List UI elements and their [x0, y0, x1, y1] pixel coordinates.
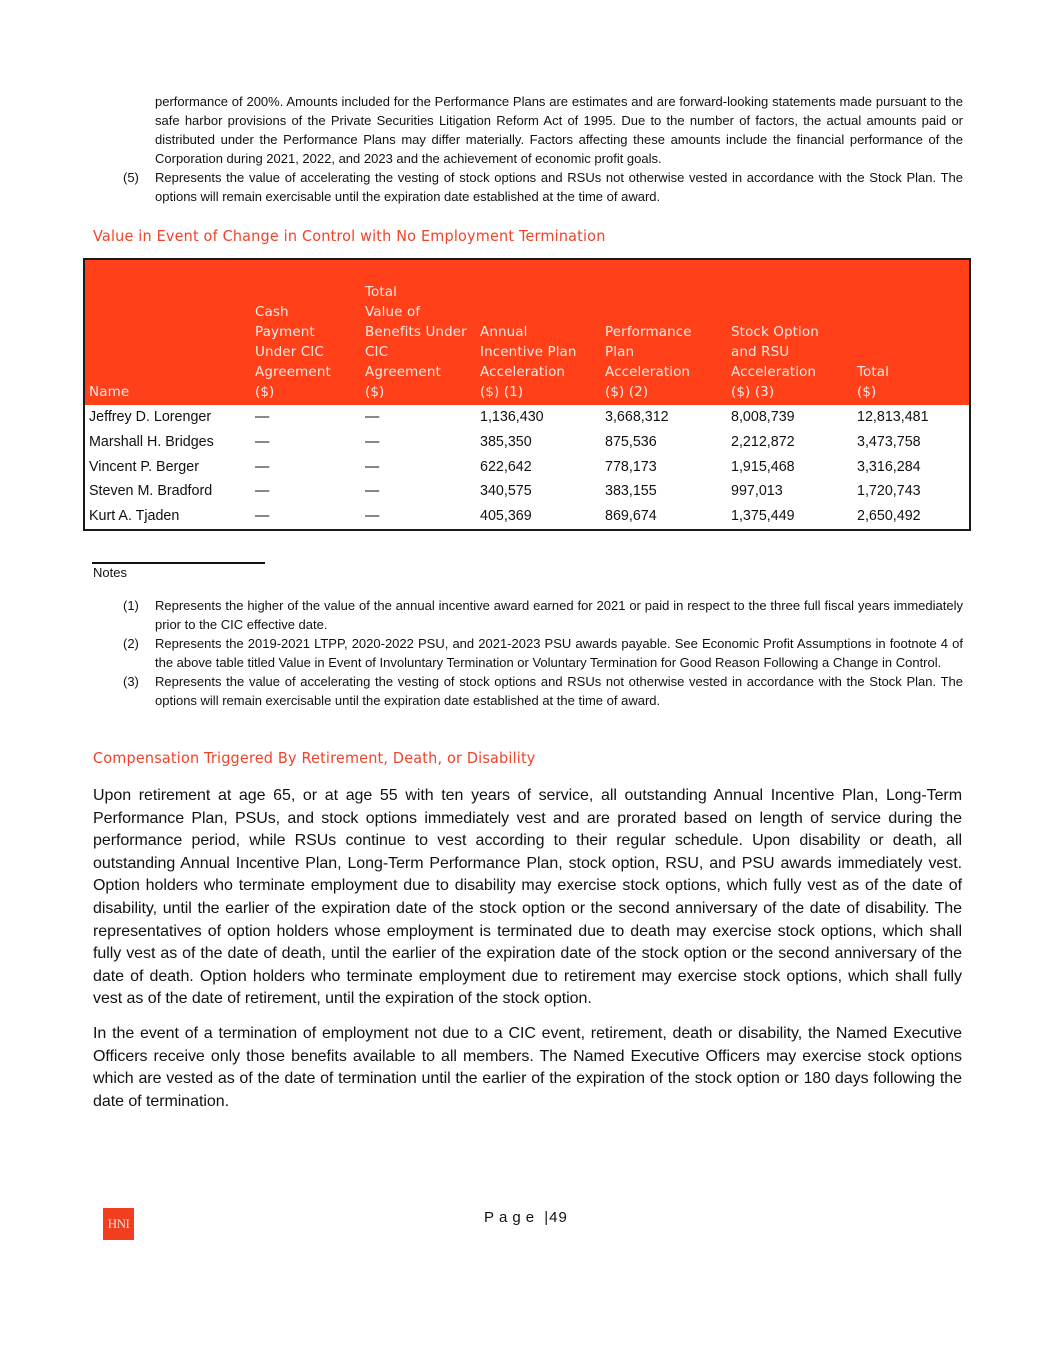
header-total: Total ($) — [853, 259, 970, 405]
cell-cash: — — [255, 433, 270, 450]
cell-name: Vincent P. Berger — [89, 458, 199, 475]
cell-name: Kurt A. Tjaden — [89, 508, 180, 525]
cell-cash: — — [255, 483, 270, 500]
cell-perf: 875,536 — [605, 433, 657, 450]
cell-benefits: — — [365, 483, 380, 500]
cell-aip: 1,136,430 — [480, 409, 544, 425]
footnote-3 — [123, 672, 963, 710]
header-annual-incentive: Annual Incentive Plan Acceleration ($) (1) — [476, 259, 601, 405]
cell-benefits: — — [365, 433, 380, 450]
footnote-2 — [123, 634, 963, 672]
table-row — [84, 504, 970, 530]
page-label: Page — [484, 1209, 540, 1226]
header-total-benefits: Total Value of Benefits Under CIC Agreement ($) — [361, 259, 476, 405]
header-name: Name — [84, 259, 251, 405]
section-title-cic-no-termination: Value in Event of Change in Control with No Employment Termination — [93, 227, 606, 245]
cell-total: 1,720,743 — [857, 483, 921, 500]
page-separator: | — [544, 1209, 550, 1226]
footnote-text: performance of 200%. Amounts included for the Performance Plans are estimates and are forward-looking statements made pursuant to the safe harbor provisions of the Private Securities Litigation Reform Act of 1995. Due to the number of factors, the actual amounts paid or distributed under the Performance Plans may differ materially. Factors affecting these amounts include the financial performance of the Corporation during 2021, 2022, and 2023 and the achievement of economic profit goals. — [155, 94, 963, 166]
cell-perf: 383,155 — [605, 483, 657, 500]
cell-aip: 405,369 — [480, 508, 532, 525]
header-cash-payment: Cash Payment Under CIC Agreement ($) — [251, 259, 361, 405]
cell-cash: — — [255, 409, 270, 425]
table-footnotes — [123, 596, 963, 710]
footnote-number: (2) — [123, 636, 139, 651]
continued-footnotes — [123, 92, 963, 206]
cell-perf: 778,173 — [605, 458, 657, 475]
cell-cash: — — [255, 508, 270, 525]
table-row — [84, 405, 970, 430]
cell-total: 12,813,481 — [857, 409, 929, 425]
body-paragraph: In the event of a termination of employment not due to a CIC event, retirement, death or disability, the Named Executive Officers receive only those benefits available to all members. The Named Executive Officers may exercise stock options which are vested as of the date of termination until the earlier of the expiration of the stock option or 180 days following the date of termination. — [93, 1025, 962, 1110]
table-header-row — [84, 259, 970, 405]
cell-name: Steven M. Bradford — [89, 483, 213, 500]
footnote-number: (3) — [123, 674, 139, 689]
cic-value-table — [83, 258, 971, 531]
footnote-text: Represents the value of accelerating the vesting of stock options and RSUs not otherwise vested in accordance with the Stock Plan. The options will remain exercisable until the expiration date established at the time of award. — [155, 674, 963, 708]
cell-benefits: — — [365, 409, 380, 425]
cell-name: Marshall H. Bridges — [89, 433, 214, 450]
cell-stock: 2,212,872 — [731, 433, 795, 450]
cell-name: Jeffrey D. Lorenger — [89, 409, 212, 425]
header-performance-plan: Performance Plan Acceleration ($) (2) — [601, 259, 727, 405]
cell-stock: 997,013 — [731, 483, 783, 500]
footnote-text: Represents the 2019-2021 LTPP, 2020-2022 PSU, and 2021-2023 PSU awards payable. See Economic Profit Assumptions in footnote 4 of the above table titled Value in Event of Involuntary Termination or Voluntary Termination for Good Reason Following a Change in Control. — [155, 636, 963, 670]
cell-total: 3,316,284 — [857, 458, 921, 475]
cell-stock: 1,375,449 — [731, 508, 795, 525]
page-number-value: 49 — [549, 1209, 568, 1226]
cell-benefits: — — [365, 458, 380, 475]
header-stock-option: Stock Option and RSU Acceleration ($) (3) — [727, 259, 853, 405]
cell-stock: 1,915,468 — [731, 458, 795, 475]
cell-benefits: — — [365, 508, 380, 525]
table-row — [84, 455, 970, 480]
table-row — [84, 430, 970, 455]
cell-aip: 385,350 — [480, 433, 532, 450]
section-title-retirement-death-disability: Compensation Triggered By Retirement, Death, or Disability — [93, 749, 536, 767]
footnote-number: (1) — [123, 598, 139, 613]
footnote-1 — [123, 596, 963, 634]
footnote-number: (5) — [123, 170, 139, 185]
footnote-text: Represents the value of accelerating the vesting of stock options and RSUs not otherwise vested in accordance with the Stock Plan. The options will remain exercisable until the expiration date established at the time of award. — [155, 170, 963, 204]
cell-aip: 622,642 — [480, 458, 532, 475]
cell-cash: — — [255, 458, 270, 475]
cell-total: 3,473,758 — [857, 433, 921, 450]
cell-perf: 869,674 — [605, 508, 657, 525]
body-paragraph: Upon retirement at age 65, or at age 55 with ten years of service, all outstanding Annual Incentive Plan, Long-Term Performance Plan, PSUs, and stock options immediately vest and are prorated based on length of service during the performance period, while RSUs continue to vest according to their regular schedule. Upon disability or death, all outstanding Annual Incentive Plan, Long-Term Performance Plan, stock option, RSU, and PSU awards immediately vest. Option holders who terminate employment due to disability may exercise stock options, which fully vest as of the date of disability, until the earlier of the expiration date of the stock option or the second anniversary of the date of disability. The representatives of option holders whose employment is terminated due to death may exercise stock options, which shall fully vest as of the date of death, until the earlier of the expiration date of the stock option or the second anniversary of the date of death. Option holders who terminate employment due to retirement may exercise stock options, which shall fully vest as of the date of retirement, until the expiration of the stock option. — [93, 787, 962, 1008]
notes-label: Notes — [93, 565, 127, 580]
cell-total: 2,650,492 — [857, 508, 921, 525]
cell-aip: 340,575 — [480, 483, 532, 500]
footnote-5 — [123, 168, 963, 206]
footnote-text: Represents the higher of the value of the annual incentive award earned for 2021 or paid in respect to the three full fiscal years immediately prior to the CIC effective date. — [155, 598, 963, 632]
cell-stock: 8,008,739 — [731, 409, 795, 425]
page-number — [484, 1209, 568, 1226]
cell-perf: 3,668,312 — [605, 409, 669, 425]
table-row — [84, 479, 970, 504]
footnote-4-continued — [123, 92, 963, 168]
hni-logo: HNI — [103, 1208, 134, 1240]
